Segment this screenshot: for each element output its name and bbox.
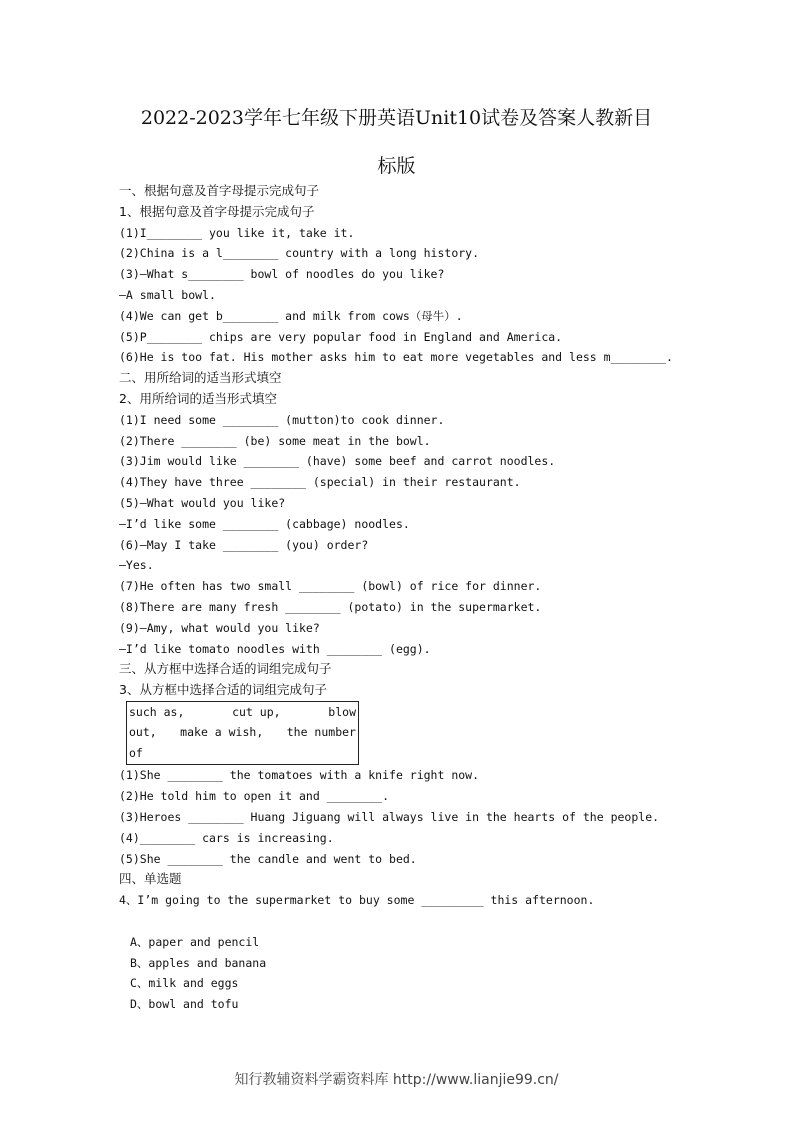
word-bank-item: such as, — [129, 704, 185, 719]
section-1-subheading: 1、根据句意及首字母提示完成句子 — [119, 203, 315, 219]
question-line: —A small bowl. — [119, 287, 216, 302]
question-line: (5)P________ chips are very popular food in England and America. — [119, 329, 563, 344]
question-line: (6)He is too fat. His mother asks him to eat more vegetables and less m________. — [119, 350, 673, 365]
question-line: (8)There are many fresh ________ (potato) in the supermarket. — [119, 599, 542, 614]
section-3-subheading: 3、从方框中选择合适的词组完成句子 — [119, 682, 327, 698]
question-line: (1)I________ you like it, take it. — [119, 225, 355, 240]
section-3-heading: 三、从方框中选择合适的词组完成句子 — [119, 661, 332, 677]
question-line: (7)He often has two small ________ (bowl) of rice for dinner. — [119, 579, 542, 594]
section-2-subheading: 2、用所给词的适当形式填空 — [119, 390, 277, 406]
word-bank-item: the number — [286, 725, 356, 740]
section-1-heading: 一、根据句意及首字母提示完成句子 — [119, 183, 320, 198]
question-line: (5)—What would you like? — [119, 495, 286, 510]
spacer — [119, 911, 679, 932]
question-line: (2)China is a l________ country with a long history. — [119, 246, 480, 261]
footer-watermark: 知行教辅资料学霸资料库 http://www.lianjie99.cn/ — [234, 1072, 559, 1088]
question-line: (5)She ________ the candle and went to bed. — [119, 851, 417, 866]
question-line: (2)There ________ (be) some meat in the bowl. — [119, 433, 431, 448]
worksheet-body — [119, 181, 679, 1015]
title-line-1: 2022-2023学年七年级下册英语Unit10试卷及答案人教新目 — [140, 107, 653, 129]
word-bank-row — [129, 702, 358, 723]
question-line: (9)—Amy, what would you like? — [119, 620, 320, 635]
word-bank-item: blow — [328, 704, 356, 719]
section-2-heading: 二、用所给词的适当形式填空 — [119, 370, 282, 386]
question-line: —Yes. — [119, 558, 154, 573]
answer-option: C、milk and eggs — [130, 976, 239, 991]
page-title — [100, 94, 693, 190]
question-line: (4)________ cars is increasing. — [119, 830, 334, 845]
question-line: —I’d like some ________ (cabbage) noodles. — [119, 516, 410, 531]
word-bank-item: cut up, — [232, 704, 281, 719]
question-line: —I’d like tomato noodles with ________ (egg). — [119, 641, 431, 656]
answer-option: A、paper and pencil — [130, 934, 260, 949]
question-line: (3)—What s________ bowl of noodles do you like? — [119, 267, 445, 282]
question-line: (4)They have three ________ (special) in their restaurant. — [119, 475, 521, 490]
question-line: (2)He told him to open it and ________. — [119, 789, 390, 804]
question-line: (1)She ________ the tomatoes with a knife right now. — [119, 768, 480, 783]
question-line: (6)—May I take ________ (you) order? — [119, 537, 369, 552]
word-bank-row — [129, 722, 358, 743]
multiple-choice-question: 4、I’m going to the supermarket to buy some _________ this afternoon. — [119, 893, 595, 908]
word-bank-item: of — [129, 745, 143, 760]
word-bank-row — [129, 743, 358, 764]
word-bank-box — [126, 701, 359, 766]
question-line: (3)Heroes ________ Huang Jiguang will always live in the hearts of the people. — [119, 810, 660, 825]
question-line: (4)We can get b________ and milk from cows（母牛）. — [119, 308, 463, 323]
question-line: (1)I need some ________ (mutton)to cook dinner. — [119, 412, 445, 427]
answer-option: D、bowl and tofu — [130, 997, 239, 1012]
word-bank-item: make a wish, — [180, 725, 264, 740]
answer-option: B、apples and banana — [130, 955, 267, 970]
section-4-heading: 四、单选题 — [119, 871, 182, 887]
question-line: (3)Jim would like ________ (have) some beef and carrot noodles. — [119, 454, 556, 469]
title-line-2: 标版 — [377, 155, 416, 177]
word-bank-item: out, — [129, 725, 157, 740]
